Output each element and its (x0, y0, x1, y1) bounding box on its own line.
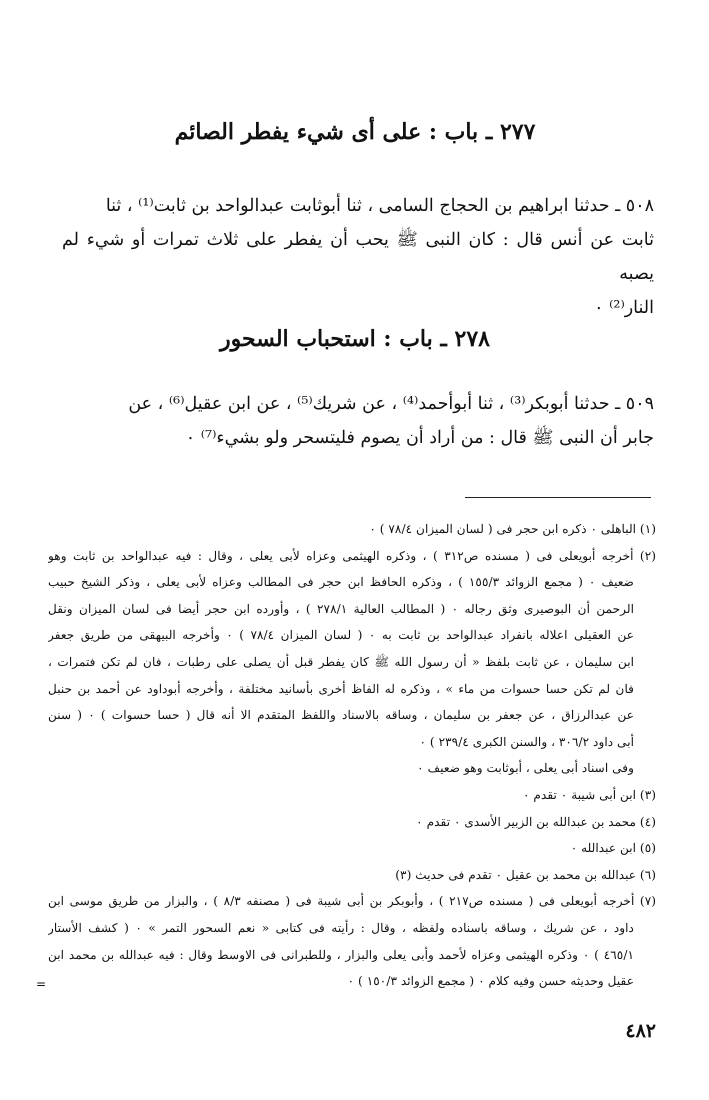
footnote-line: (١) الباهلى ٠ ذكره ابن حجر فى ( لسان الميزان ٧٨/٤ ) ٠ (369, 522, 656, 536)
hadith-509 (62, 387, 654, 455)
footnote-line: فان لم تكن حسا حسوات من ماء » ، وذكره له الفاظ أخرى بأسانيد مختلفة ، وأخرجه أبوداود عن أحمد بن حنبل (48, 681, 634, 696)
footnote-line: الرحمن أن البوصيرى وثق رجاله ٠ ( المطالب العالية ٢٧٨/١ ) ، وأورده ابن حجر أيضا فى لسان الميزان ونقل (48, 601, 635, 616)
footnote-line: وفى اسناد أبى يعلى ، أبوثابت وهو ضعيف ٠ (417, 761, 634, 776)
footnote-line: ٤٦٥/١ ) ٠ وذكره الهيثمى وعزاه لأحمد وأبى يعلى والبزار ، وللطبرانى فى الاوسط وقال : فيه عبدالله بن محمد ابن (48, 947, 634, 962)
hadith-line: ٥٠٩ ـ حدثنا أبوبكر⁽³⁾ ، ثنا أبوأحمد⁽⁴⁾ ، عن شريك⁽⁵⁾ ، عن ابن عقيل⁽⁶⁾ ، عن (128, 394, 654, 414)
footnote-line: (٤) محمد بن عبدالله بن الزبير الأسدى ٠ تقدم ٠ (416, 814, 656, 829)
hadith-line: جابر أن النبى ﷺ قال : من أراد أن يصوم فليتسحر ولو بشيء⁽⁷⁾ ٠ (185, 428, 654, 448)
hadith-line: النار⁽²⁾ ٠ (594, 298, 654, 318)
footnote-line: (٣) ابن أبى شيبة ٠ تقدم ٠ (522, 787, 656, 802)
footnote-line: (٥) ابن عبدالله ٠ (570, 841, 656, 856)
footnote-line: عن العقيلى اعلاله بانفراد عبدالواحد بن ثابت به ٠ ( لسان الميزان ٧٨/٤ ) ٠ وأخرجه البيهقى من طريق جعفر (48, 628, 634, 643)
page-number: ٤٨٢ (625, 1020, 656, 1042)
footnote-line: أبى داود ٣٠٦/٢ ، والسنن الكبرى ٢٣٩/٤ ) ٠ (419, 734, 634, 749)
footnote-line: (٦) عبدالله بن محمد بن عقيل ٠ تقدم فى حديث (٣) (395, 867, 656, 882)
footnote-divider (465, 497, 651, 498)
footnote-line: عن عبدالرزاق ، عن جعفر بن سليمان ، وساقه بالاسناد واللفظ المتقدم الا أنه قال ( حسا حسوات ) ٠ ( سنن (48, 708, 634, 723)
footnotes (48, 516, 656, 995)
hadith-line: ثابت عن أنس قال : كان النبى ﷺ يحب أن يفطر على ثلاث تمرات أو شيء لم يصبه (62, 230, 654, 284)
chapter-heading-277: ٢٧٧ ـ باب : على أى شيء يفطر الصائم (174, 119, 536, 145)
footnote-line: داود ، عن شريك ، وساقه باسناده ولفظه ، وقال : رأيته فى كتابى « نعم السحور التمر » ٠ ( كشف الأستار (48, 920, 634, 935)
margin-mark: = (36, 977, 47, 991)
footnote-line: (٢) أخرجه أبويعلى فى ( مسنده ص٣١٢ ) ، وذكره الهيثمى وعزاه لأبى يعلى ، وقال : فيه عبدالواحد بن ثابت وهو (48, 548, 656, 563)
hadith-line: ٥٠٨ ـ حدثنا ابراهيم بن الحجاج السامى ، ثنا أبوثابت عبدالواحد بن ثابت⁽¹⁾ ، ثنا (105, 196, 654, 216)
footnote-line: ضعيف ٠ ( مجمع الزوائد ١٥٥/٣ ) ، وذكره الحافظ ابن حجر فى المطالب وعزاه لأبى يعلى ، وذكر الشيخ حبيب (48, 575, 634, 590)
footnote-line: (٧) أخرجه أبويعلى فى ( مسنده ص٢١٧ ) ، وأبوبكر بن أبى شيبة فى ( مصنفه ٨/٣ ) ، والبزار من طريق موسى ابن (48, 894, 656, 909)
footnote-line: عقيل وحديثه حسن وفيه كلام ٠ ( مجمع الزوائد ١٥٠/٣ ) ٠ (347, 974, 634, 989)
footnote-line: ابن سليمان ، عن ثابت بلفظ « أن رسول الله ﷺ كان يفطر قبل أن يصلى على رطبات ، فان لم تكن فتمرات ، (48, 654, 634, 669)
chapter-heading-278: ٢٧٨ ـ باب : استحباب السحور (220, 326, 490, 352)
hadith-508 (62, 189, 654, 325)
